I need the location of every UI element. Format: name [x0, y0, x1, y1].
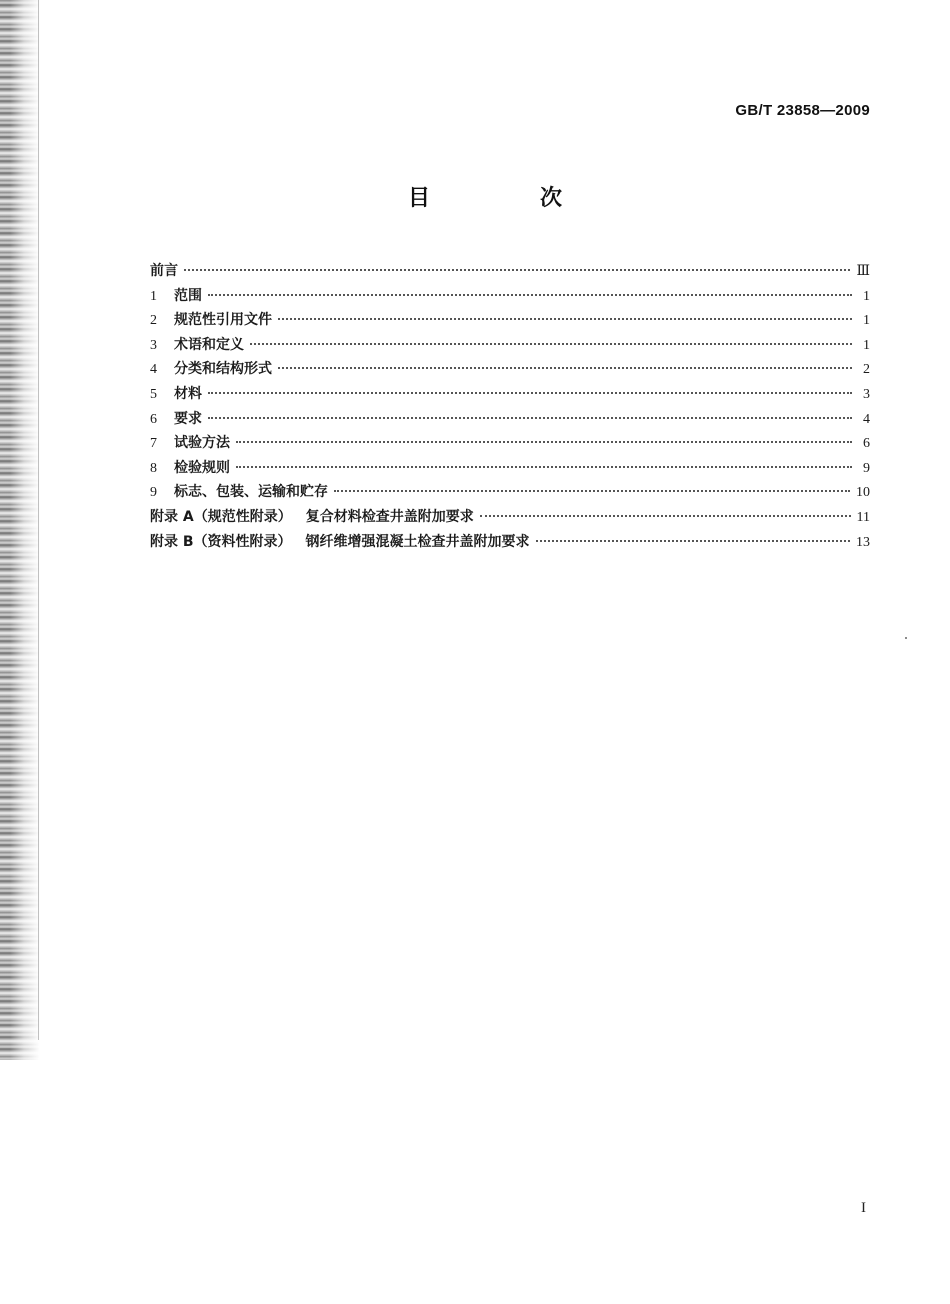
toc-entry-4[interactable] — [150, 358, 870, 383]
toc-entry-foreword[interactable] — [150, 260, 870, 285]
dot-leader — [208, 417, 852, 419]
toc-entry-label: 术语和定义 — [174, 336, 244, 353]
toc-entry-page: 13 — [856, 534, 870, 550]
toc-entry-9[interactable] — [150, 481, 870, 506]
toc-entry-label: 分类和结构形式 — [174, 361, 272, 378]
toc-entry-page: 1 — [863, 337, 870, 353]
toc-entry-number: 2 — [150, 313, 157, 329]
page-number: I — [861, 1200, 866, 1216]
dot-leader — [278, 318, 852, 320]
dot-leader — [184, 269, 850, 271]
toc-entry-page: Ⅲ — [856, 264, 870, 279]
toc-entry-number: 6 — [150, 411, 157, 427]
dot-leader — [278, 367, 852, 369]
toc-entry-page: 11 — [856, 509, 870, 525]
dot-leader — [208, 392, 852, 394]
standard-number: GB/T 23858—2009 — [735, 102, 870, 119]
toc-entry-5[interactable] — [150, 383, 870, 408]
toc-entry-page: 3 — [863, 386, 870, 402]
toc-entry-6[interactable] — [150, 408, 870, 433]
toc-entry-page: 1 — [863, 288, 870, 304]
toc-entry-label — [150, 531, 530, 551]
toc-entry-page: 2 — [863, 362, 870, 378]
toc-entry-page: 9 — [863, 460, 870, 476]
annex-prefix: 附录 A（规范性附录） — [150, 508, 292, 525]
annex-title: 复合材料检查井盖附加要求 — [305, 508, 474, 525]
toc-entry-label: 要求 — [174, 410, 202, 427]
toc-entry-8[interactable] — [150, 457, 870, 482]
toc-entry-label: 材料 — [174, 385, 202, 402]
toc-entry-number: 3 — [150, 337, 157, 353]
toc-entry-annex-b[interactable] — [150, 531, 870, 556]
toc-entry-label: 试验方法 — [174, 435, 230, 452]
scan-binding-line — [38, 0, 39, 1040]
toc-entry-number: 1 — [150, 288, 157, 304]
toc-entry-annex-a[interactable] — [150, 506, 870, 531]
scan-binding-edge — [0, 0, 40, 1060]
toc-entry-page: 4 — [863, 411, 870, 427]
dot-leader — [536, 540, 850, 542]
toc-entry-label: 规范性引用文件 — [174, 312, 272, 329]
annex-title: 钢纤维增强混凝土检查井盖附加要求 — [305, 533, 530, 550]
toc-entry-2[interactable] — [150, 309, 870, 334]
toc-entry-number: 7 — [150, 436, 157, 452]
toc-entry-page: 6 — [863, 436, 870, 452]
toc-entry-label: 标志、包装、运输和贮存 — [174, 484, 328, 501]
toc-entry-label — [150, 506, 474, 526]
toc-entry-label: 范围 — [174, 287, 202, 304]
dot-leader — [208, 294, 852, 296]
dot-leader — [480, 515, 851, 517]
toc-entry-page: 1 — [863, 313, 870, 329]
toc-entry-1[interactable] — [150, 285, 870, 310]
dot-leader — [250, 343, 852, 345]
toc-entry-label: 前言 — [150, 263, 178, 279]
table-of-contents — [150, 260, 870, 555]
toc-entry-page: 10 — [856, 485, 870, 501]
toc-entry-number: 8 — [150, 460, 157, 476]
toc-entry-label: 检验规则 — [174, 459, 230, 476]
annex-prefix: 附录 B（资料性附录） — [150, 533, 292, 550]
toc-entry-3[interactable] — [150, 334, 870, 359]
toc-entry-number: 4 — [150, 362, 157, 378]
toc-entry-7[interactable] — [150, 432, 870, 457]
scan-speck — [905, 637, 907, 639]
page-title: 目 次 — [407, 186, 606, 211]
dot-leader — [236, 441, 852, 443]
dot-leader — [236, 466, 852, 468]
dot-leader — [334, 490, 850, 492]
toc-entry-number: 9 — [150, 485, 157, 501]
toc-entry-number: 5 — [150, 386, 157, 402]
